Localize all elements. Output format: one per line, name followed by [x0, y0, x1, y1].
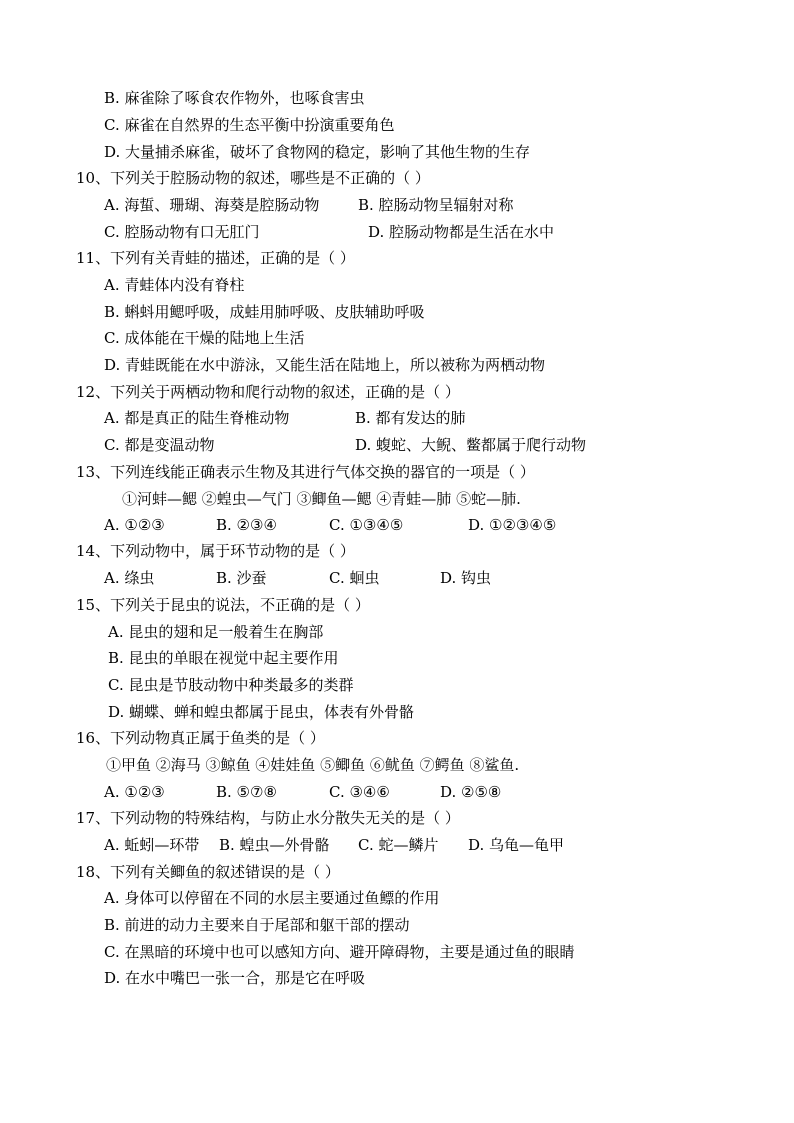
- q18-stem: 18、下列有关鲫鱼的叙述错误的是（ ）: [76, 863, 340, 881]
- q12-stem: 12、下列关于两栖动物和爬行动物的叙述，正确的是（ ）: [76, 383, 460, 401]
- q12-option-b: B. 都有发达的肺: [355, 409, 466, 427]
- q13-option-c: C. ①③④⑤: [329, 516, 404, 534]
- q11-stem: 11、下列有关青蛙的描述，正确的是（ ）: [76, 249, 355, 267]
- q17-option-a: A. 蚯蚓—环带: [104, 836, 200, 854]
- q12-option-a: A. 都是真正的陆生脊椎动物: [104, 409, 290, 427]
- q10-option-a: A. 海蜇、珊瑚、海葵是腔肠动物: [104, 196, 320, 214]
- q17-stem: 17、下列动物的特殊结构，与防止水分散失无关的是（ ）: [76, 809, 460, 827]
- q10-option-b: B. 腔肠动物呈辐射对称: [358, 196, 514, 214]
- q18-option-c: C. 在黑暗的环境中也可以感知方向、避开障碍物，主要是通过鱼的眼睛: [104, 943, 575, 961]
- q15-option-d: D. 蝴蝶、蝉和蝗虫都属于昆虫，体表有外骨骼: [108, 703, 415, 721]
- q11-option-a: A. 青蛙体内没有脊柱: [104, 276, 245, 294]
- q16-option-b: B. ⑤⑦⑧: [216, 783, 277, 801]
- q13-option-a: A. ①②③: [104, 516, 165, 534]
- q16-items: ①甲鱼 ②海马 ③鲸鱼 ④娃娃鱼 ⑤鲫鱼 ⑥鱿鱼 ⑦鳄鱼 ⑧鲨鱼.: [106, 756, 520, 774]
- q14-option-d: D. 钩虫: [440, 569, 492, 587]
- q18-option-b: B. 前进的动力主要来自于尾部和躯干部的摆动: [104, 916, 410, 934]
- q15-option-a: A. 昆虫的翅和足一般着生在胸部: [108, 623, 324, 641]
- q17-option-d: D. 乌龟—龟甲: [468, 836, 565, 854]
- q14-option-c: C. 蛔虫: [329, 569, 380, 587]
- q18-option-d: D. 在水中嘴巴一张一合，那是它在呼吸: [104, 969, 366, 987]
- q10-option-c: C. 腔肠动物有口无肛门: [104, 223, 260, 241]
- q13-items: ①河蚌—鳃 ②蝗虫—气门 ③鲫鱼—鳃 ④青蛙—肺 ⑤蛇—肺.: [122, 490, 521, 508]
- q15-option-b: B. 昆虫的单眼在视觉中起主要作用: [108, 649, 339, 667]
- q17-option-c: C. 蛇—鳞片: [358, 836, 439, 854]
- q14-option-a: A. 绦虫: [104, 569, 155, 587]
- q11-option-d: D. 青蛙既能在水中游泳，又能生活在陆地上，所以被称为两栖动物: [104, 356, 546, 374]
- q10-option-d: D. 腔肠动物都是生活在水中: [368, 223, 555, 241]
- q16-option-a: A. ①②③: [104, 783, 165, 801]
- q10-stem: 10、下列关于腔肠动物的叙述，哪些是不正确的（ ）: [76, 169, 430, 187]
- q13-option-b: B. ②③④: [216, 516, 277, 534]
- q13-option-d: D. ①②③④⑤: [468, 516, 557, 534]
- q9-option-c: C. 麻雀在自然界的生态平衡中扮演重要角色: [104, 116, 395, 134]
- q11-option-b: B. 蝌蚪用鳃呼吸，成蛙用肺呼吸、皮肤辅助呼吸: [104, 303, 425, 321]
- q16-stem: 16、下列动物真正属于鱼类的是（ ）: [76, 729, 325, 747]
- q14-option-b: B. 沙蚕: [216, 569, 267, 587]
- q9-option-b: B. 麻雀除了啄食农作物外，也啄食害虫: [104, 89, 365, 107]
- q15-option-c: C. 昆虫是节肢动物中种类最多的类群: [108, 676, 354, 694]
- q9-option-d: D. 大量捕杀麻雀，破坏了食物网的稳定，影响了其他生物的生存: [104, 143, 531, 161]
- q18-option-a: A. 身体可以停留在不同的水层主要通过鱼鳔的作用: [104, 889, 440, 907]
- q13-stem: 13、下列连线能正确表示生物及其进行气体交换的器官的一项是（ ）: [76, 463, 535, 481]
- q16-option-c: C. ③④⑥: [329, 783, 390, 801]
- q14-stem: 14、下列动物中，属于环节动物的是（ ）: [76, 542, 355, 560]
- q11-option-c: C. 成体能在干燥的陆地上生活: [104, 329, 305, 347]
- q15-stem: 15、下列关于昆虫的说法，不正确的是（ ）: [76, 596, 370, 614]
- q17-option-b: B. 蝗虫—外骨骼: [219, 836, 330, 854]
- q12-option-c: C. 都是变温动物: [104, 436, 215, 454]
- q16-option-d: D. ②⑤⑧: [440, 783, 502, 801]
- q12-option-d: D. 蝮蛇、大鲵、鳖都属于爬行动物: [355, 436, 587, 454]
